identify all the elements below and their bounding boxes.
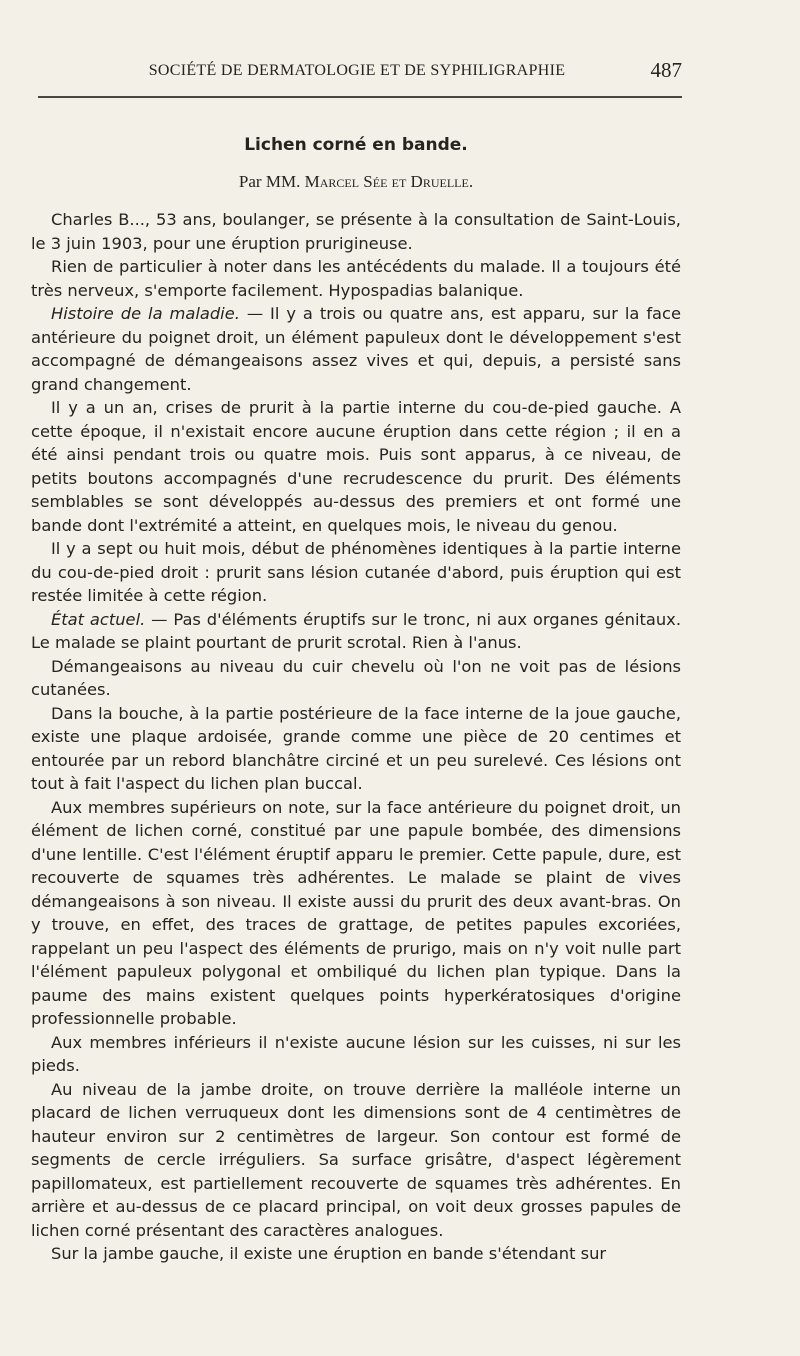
paragraph-lead: État actuel. — [51, 609, 146, 629]
article-body — [31, 208, 681, 1266]
paragraph-text: Aux membres inférieurs il n'existe aucune lésion sur les cuisses, ni sur les pieds. — [31, 1032, 681, 1075]
paragraph-text: — Il y a trois ou quatre ans, est apparu, sur la face antérieure du poignet droit, un élément papuleux dont le développement s'est accompagné de démangeaisons assez vives et qui, depuis, a persisté sans grand changement. — [31, 304, 681, 394]
paragraph-text: — Pas d'éléments éruptifs sur le tronc, ni aux organes génitaux. Le malade se plaint pourtant de prurit scrotal. Rien à l'anus. — [31, 609, 681, 652]
paragraph — [31, 655, 681, 702]
paragraph — [31, 208, 681, 255]
paragraph-text: Démangeaisons au niveau du cuir chevelu où l'on ne voit pas de lésions cutanées. — [31, 656, 681, 699]
paragraph — [31, 302, 681, 396]
page-number: 487 — [650, 58, 682, 82]
paragraph-text: Sur la jambe gauche, il existe une éruption en bande s'étendant sur — [51, 1244, 607, 1263]
paragraph-text: Rien de particulier à noter dans les antécédents du malade. Il a toujours été très nerveux, s'emporte facilement. Hypospadias balanique. — [31, 257, 681, 300]
paragraph — [31, 702, 681, 796]
byline-authors: Marcel Sée et Druelle. — [304, 172, 474, 191]
paragraph — [31, 1242, 681, 1266]
header-rule — [38, 96, 682, 98]
paragraph — [31, 537, 681, 608]
article-title: Lichen corné en bande. — [244, 135, 468, 155]
paragraph-text: Dans la bouche, à la partie postérieure de la face interne de la joue gauche, existe une plaque ardoisée, grande comme une pièce de 20 centimes et entourée par un rebord blanchâtre circiné et un peu surelevé. Ces lésions ont tout à fait l'aspect du lichen plan buccal. — [31, 703, 681, 793]
paragraph — [31, 608, 681, 655]
byline-prefix: Par MM. — [238, 172, 301, 191]
paragraph-text: Charles B..., 53 ans, boulanger, se présente à la consultation de Saint-Louis, le 3 juin 1903, pour une éruption prurigineuse. — [31, 210, 681, 253]
paragraph-text: Au niveau de la jambe droite, on trouve derrière la malléole interne un placard de lichen verruqueux dont les dimensions sont de 4 centimètres de hauteur environ sur 2 centimètres de largeur. Son contour est formé de segments de cercle irréguliers. Sa surface grisâtre, d'aspect légèrement papillomateux, est partiellement recouverte de squames très adhérentes. En arrière et au-dessus de ce placard principal, on voit deux grosses papules de lichen corné présentant des caractères analogues. — [31, 1079, 681, 1240]
byline — [31, 170, 681, 194]
article — [31, 132, 681, 1266]
paragraph-lead: Histoire de la maladie. — [51, 304, 240, 323]
paragraph-text: Il y a sept ou huit mois, début de phénomènes identiques à la partie interne du cou-de-pied droit : prurit sans lésion cutanée d'abord, puis éruption qui est restée limitée à cette région. — [31, 539, 681, 605]
paragraph — [31, 396, 681, 537]
paragraph — [31, 1031, 681, 1078]
running-title: SOCIÉTÉ DE DERMATOLOGIE ET DE SYPHILIGRAPHIE — [148, 62, 566, 79]
paragraph — [31, 1078, 681, 1243]
paragraph-text: Il y a un an, crises de prurit à la partie interne du cou-de-pied gauche. A cette époque, il n'existait encore aucune éruption dans cette région ; il en a été ainsi pendant trois ou quatre mois. Puis sont apparus, à ce niveau, de petits boutons accompagnés d'une recrudescence du prurit. Des éléments semblables se sont développés au-dessus des premiers et ont formé une bande dont l'extrémité a atteint, en quelques mois, le niveau du genou. — [31, 398, 681, 535]
paragraph-text: Aux membres supérieurs on note, sur la face antérieure du poignet droit, un élément de lichen corné, constitué par une papule bombée, des dimensions d'une lentille. C'est l'élément éruptif apparu le premier. Cette papule, dure, est recouverte de squames très adhérentes. Le malade se plaint de vives démangeaisons à son niveau. Il existe aussi du prurit des deux avant-bras. On y trouve, en effet, des traces de grattage, de petites papules excoriées, rappelant un peu l'aspect des éléments de prurigo, mais on n'y voit nulle part l'élément papuleux polygonal et ombiliqué du lichen plan typique. Dans la paume des mains existent quelques points hyperkératosiques d'origine professionnelle probable. — [31, 797, 681, 1028]
paragraph — [31, 796, 681, 1031]
paragraph — [31, 255, 681, 302]
